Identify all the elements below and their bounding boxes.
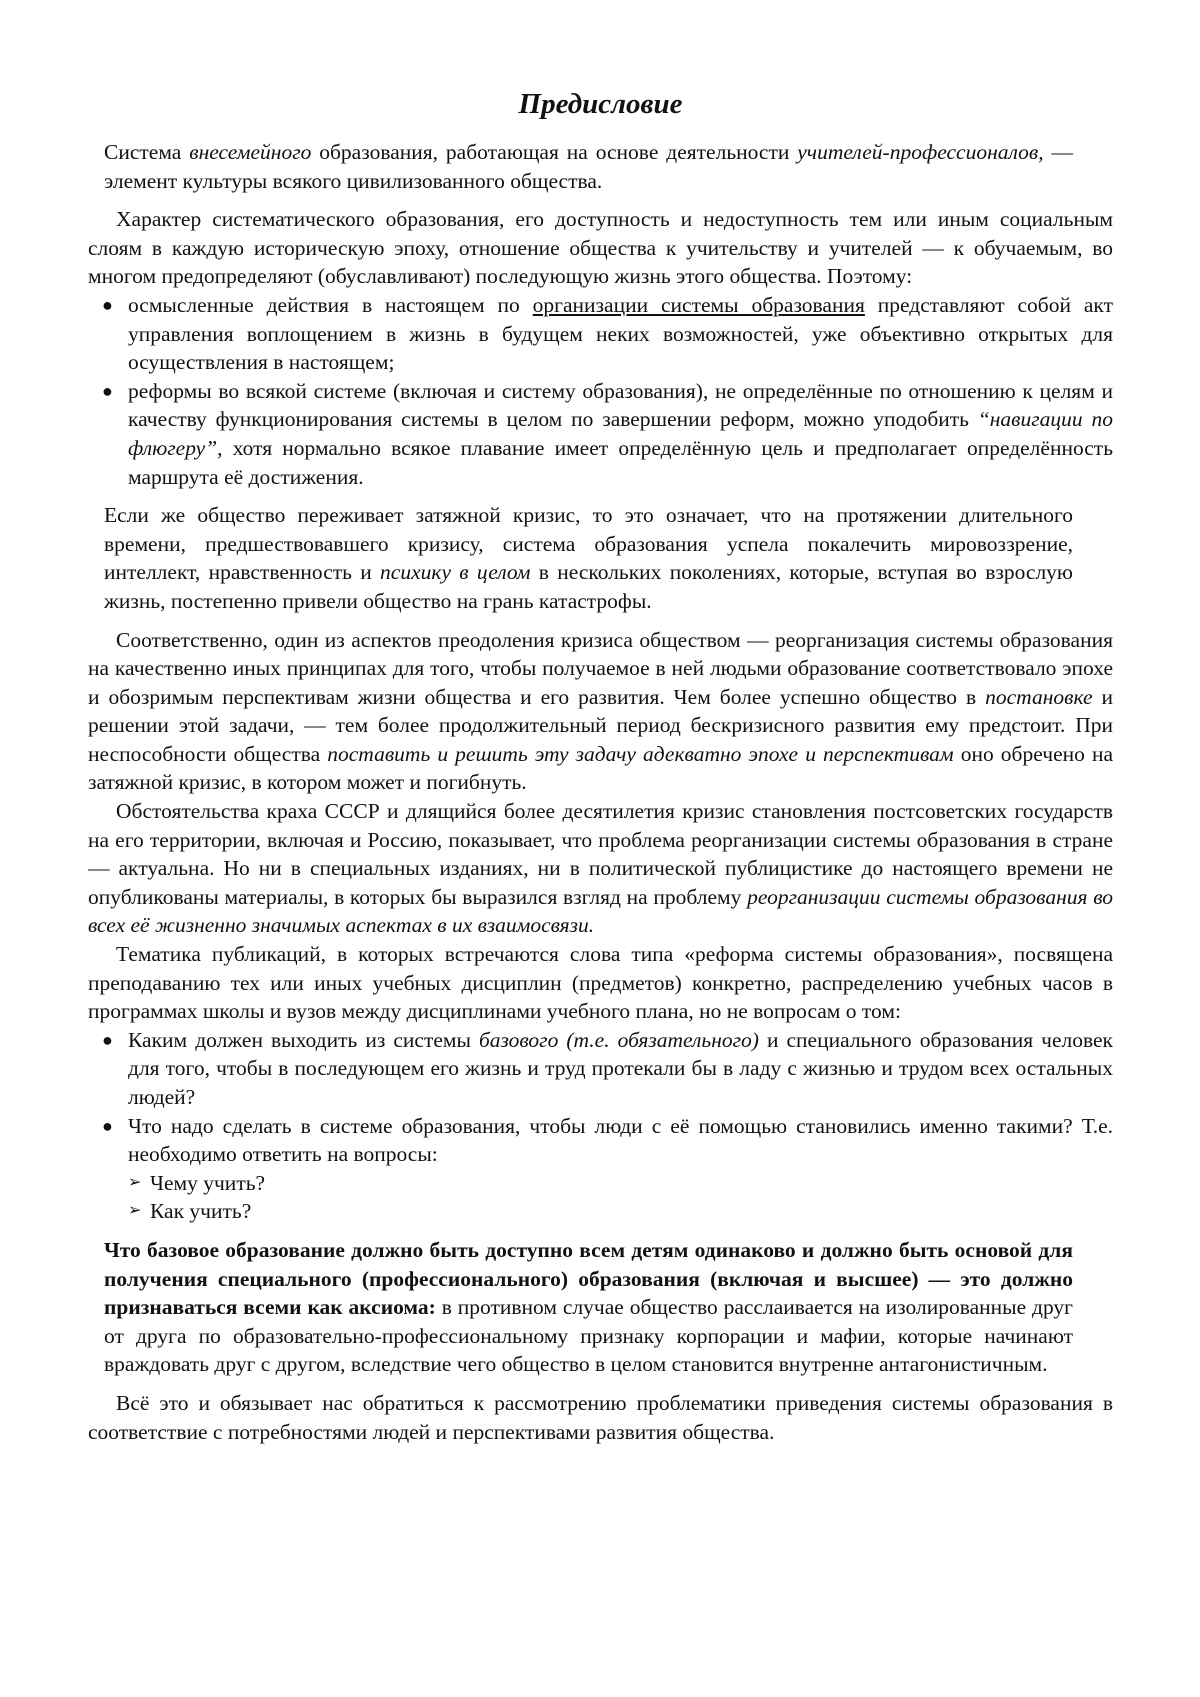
bullet-icon: ● [102, 1115, 113, 1136]
text-run: в нескольких поколениях, которые, вступая во взрослую жизнь, постепенно привели общество на грань катастрофы. [104, 560, 1073, 613]
text-run: Если же общество переживает затяжной кризис, то это означает, что на протяжении длительного времени, предшествовавшего кризису, система образования успела покалечить мировоззрение, интеллект, нравственность и [104, 503, 1073, 585]
italic-run: базового (т.е. обязательного) [478, 1027, 759, 1052]
paragraph-publications: Тематика публикаций, в которых встречаются слова типа «реформа системы образования», посвящена преподаванию тех или иных учебных дисциплин (предметов) конкретно, распределению учебных часов в программах школы и вузов между дисциплинами учебного плана, но не вопросам о том: [88, 942, 1113, 1024]
document-page [88, 84, 1113, 1446]
text-run: Каким должен выходить из системы [128, 1027, 479, 1052]
paragraph-crisis [88, 501, 1113, 615]
arrowhead-icon: ➢ [128, 1202, 142, 1220]
bullet-icon: ● [102, 380, 113, 401]
italic-run: реорганизации системы образования во всех её жизненно значимых аспектах в их взаимосвязи. [88, 884, 1113, 938]
text-run: образования, работающая на основе деятельности [311, 140, 798, 164]
list-item [102, 1026, 1113, 1112]
italic-run: “навигации по флюгеру”, [128, 407, 1113, 460]
paragraph-character: Характер систематического образования, его доступность и недоступность тем или иным социальным слоям в каждую историческую эпоху, отношение общества к учительству и учителей — к обучаемым, во многом предопределяют (обуславливают) последующую жизнь этого общества. Поэтому: [88, 207, 1113, 289]
italic-run: поставить и решить эту задачу адекватно эпохе и перспективам [327, 741, 954, 766]
text-run: Соответственно, один из аспектов преодоления кризиса обществом — реорганизация системы образования на качественно иных принципах для того, чтобы получаемое в ней людьми образование соответствовало эпохе и обозримым перспективам жизни общества и его развития. Чем более успешно общество в [88, 627, 1113, 709]
paragraph-ussr [88, 797, 1113, 940]
text-run: хотя нормально всякое плавание имеет определённую цель и предполагает определённость маршрута её достижения. [128, 435, 1113, 489]
page-title: Предисловие [518, 88, 683, 120]
text-run: представляют собой акт управления воплощением в жизнь в будущем неких возможностей, уже объективно открытых для осуществления в настоящем; [128, 292, 1113, 375]
sub-list-item [128, 1197, 1113, 1226]
bullet-icon: ● [102, 294, 113, 315]
paragraph-intro [88, 138, 1113, 195]
list-item [102, 377, 1113, 491]
text-run: Чему учить? [150, 1170, 266, 1195]
arrowhead-icon: ➢ [128, 1173, 142, 1191]
text-run: Что надо сделать в системе образования, чтобы люди с её помощью становились именно такими? Т.е. необходимо ответить на вопросы: [128, 1113, 1113, 1167]
text-run: Обстоятельства краха СССР и длящийся более десятилетия кризис становления постсоветских государств на его территории, включая и Россию, показывает, что проблема реорганизации системы образования в стране — актуальна. Но ни в специальных изданиях, ни в политической публицистике до настоящего времени не опубликованы материалы, в которых бы выразился взгляд на проблему [88, 799, 1113, 909]
text-run: Как учить? [150, 1199, 252, 1224]
list-item [102, 291, 1113, 377]
italic-run: учителей-профессионалов, [797, 140, 1044, 164]
paragraph-axiom [88, 1236, 1113, 1379]
text-run: оно обречено на затяжной кризис, в котором может и погибнуть. [88, 741, 1114, 795]
sub-list [128, 1169, 1113, 1226]
text-run: и специального образования человек для того, чтобы в последующем его жизнь и труд протекали бы в ладу с жизнью и трудом всех остальных людей? [128, 1027, 1113, 1109]
bold-run: Что базовое образование должно быть доступно всем детям одинаково и должно быть основой для получения специального (профессионального) образования (включая и высшее) — это должно признаваться всеми как аксиома: [104, 1237, 1073, 1320]
text-run: — элемент культуры всякого цивилизованного общества. [104, 140, 1073, 193]
bullet-icon: ● [102, 1029, 113, 1050]
text-run: реформы во всякой системе (включая и систему образования), не определённые по отношению к целям и качеству функционирования системы в целом по завершении реформ, можно уподобить [128, 378, 1113, 432]
italic-run: психику в целом [380, 560, 531, 585]
paragraph-reorganization [88, 626, 1113, 798]
text-run: Система [104, 140, 190, 164]
italic-run: постановке [985, 684, 1093, 709]
list-item [102, 1112, 1113, 1226]
underlined-run: организации системы образования [532, 292, 865, 317]
text-run: в противном случае общество расслаивается на изолированные друг от друга по образовательно-профессиональному признаку корпорации и мафии, которые начинают враждовать друг с другом, вследствие чего общество в целом становится внутренне антагонистичным. [104, 1295, 1074, 1377]
bullet-list-1 [88, 291, 1113, 491]
sub-list-item [128, 1169, 1113, 1198]
paragraph-conclusion: Всё это и обязывает нас обратиться к рассмотрению проблематики приведения системы образования в соответствие с потребностями людей и перспективами развития общества. [88, 1390, 1113, 1444]
text-run: и решении этой задачи, — тем более продолжительный период бескризисного развития ему предстоит. При неспособности общества [88, 684, 1113, 766]
text-run: осмысленные действия в настоящем по [128, 292, 533, 317]
bullet-list-2 [88, 1026, 1113, 1226]
italic-run: внесемейного [189, 140, 312, 164]
